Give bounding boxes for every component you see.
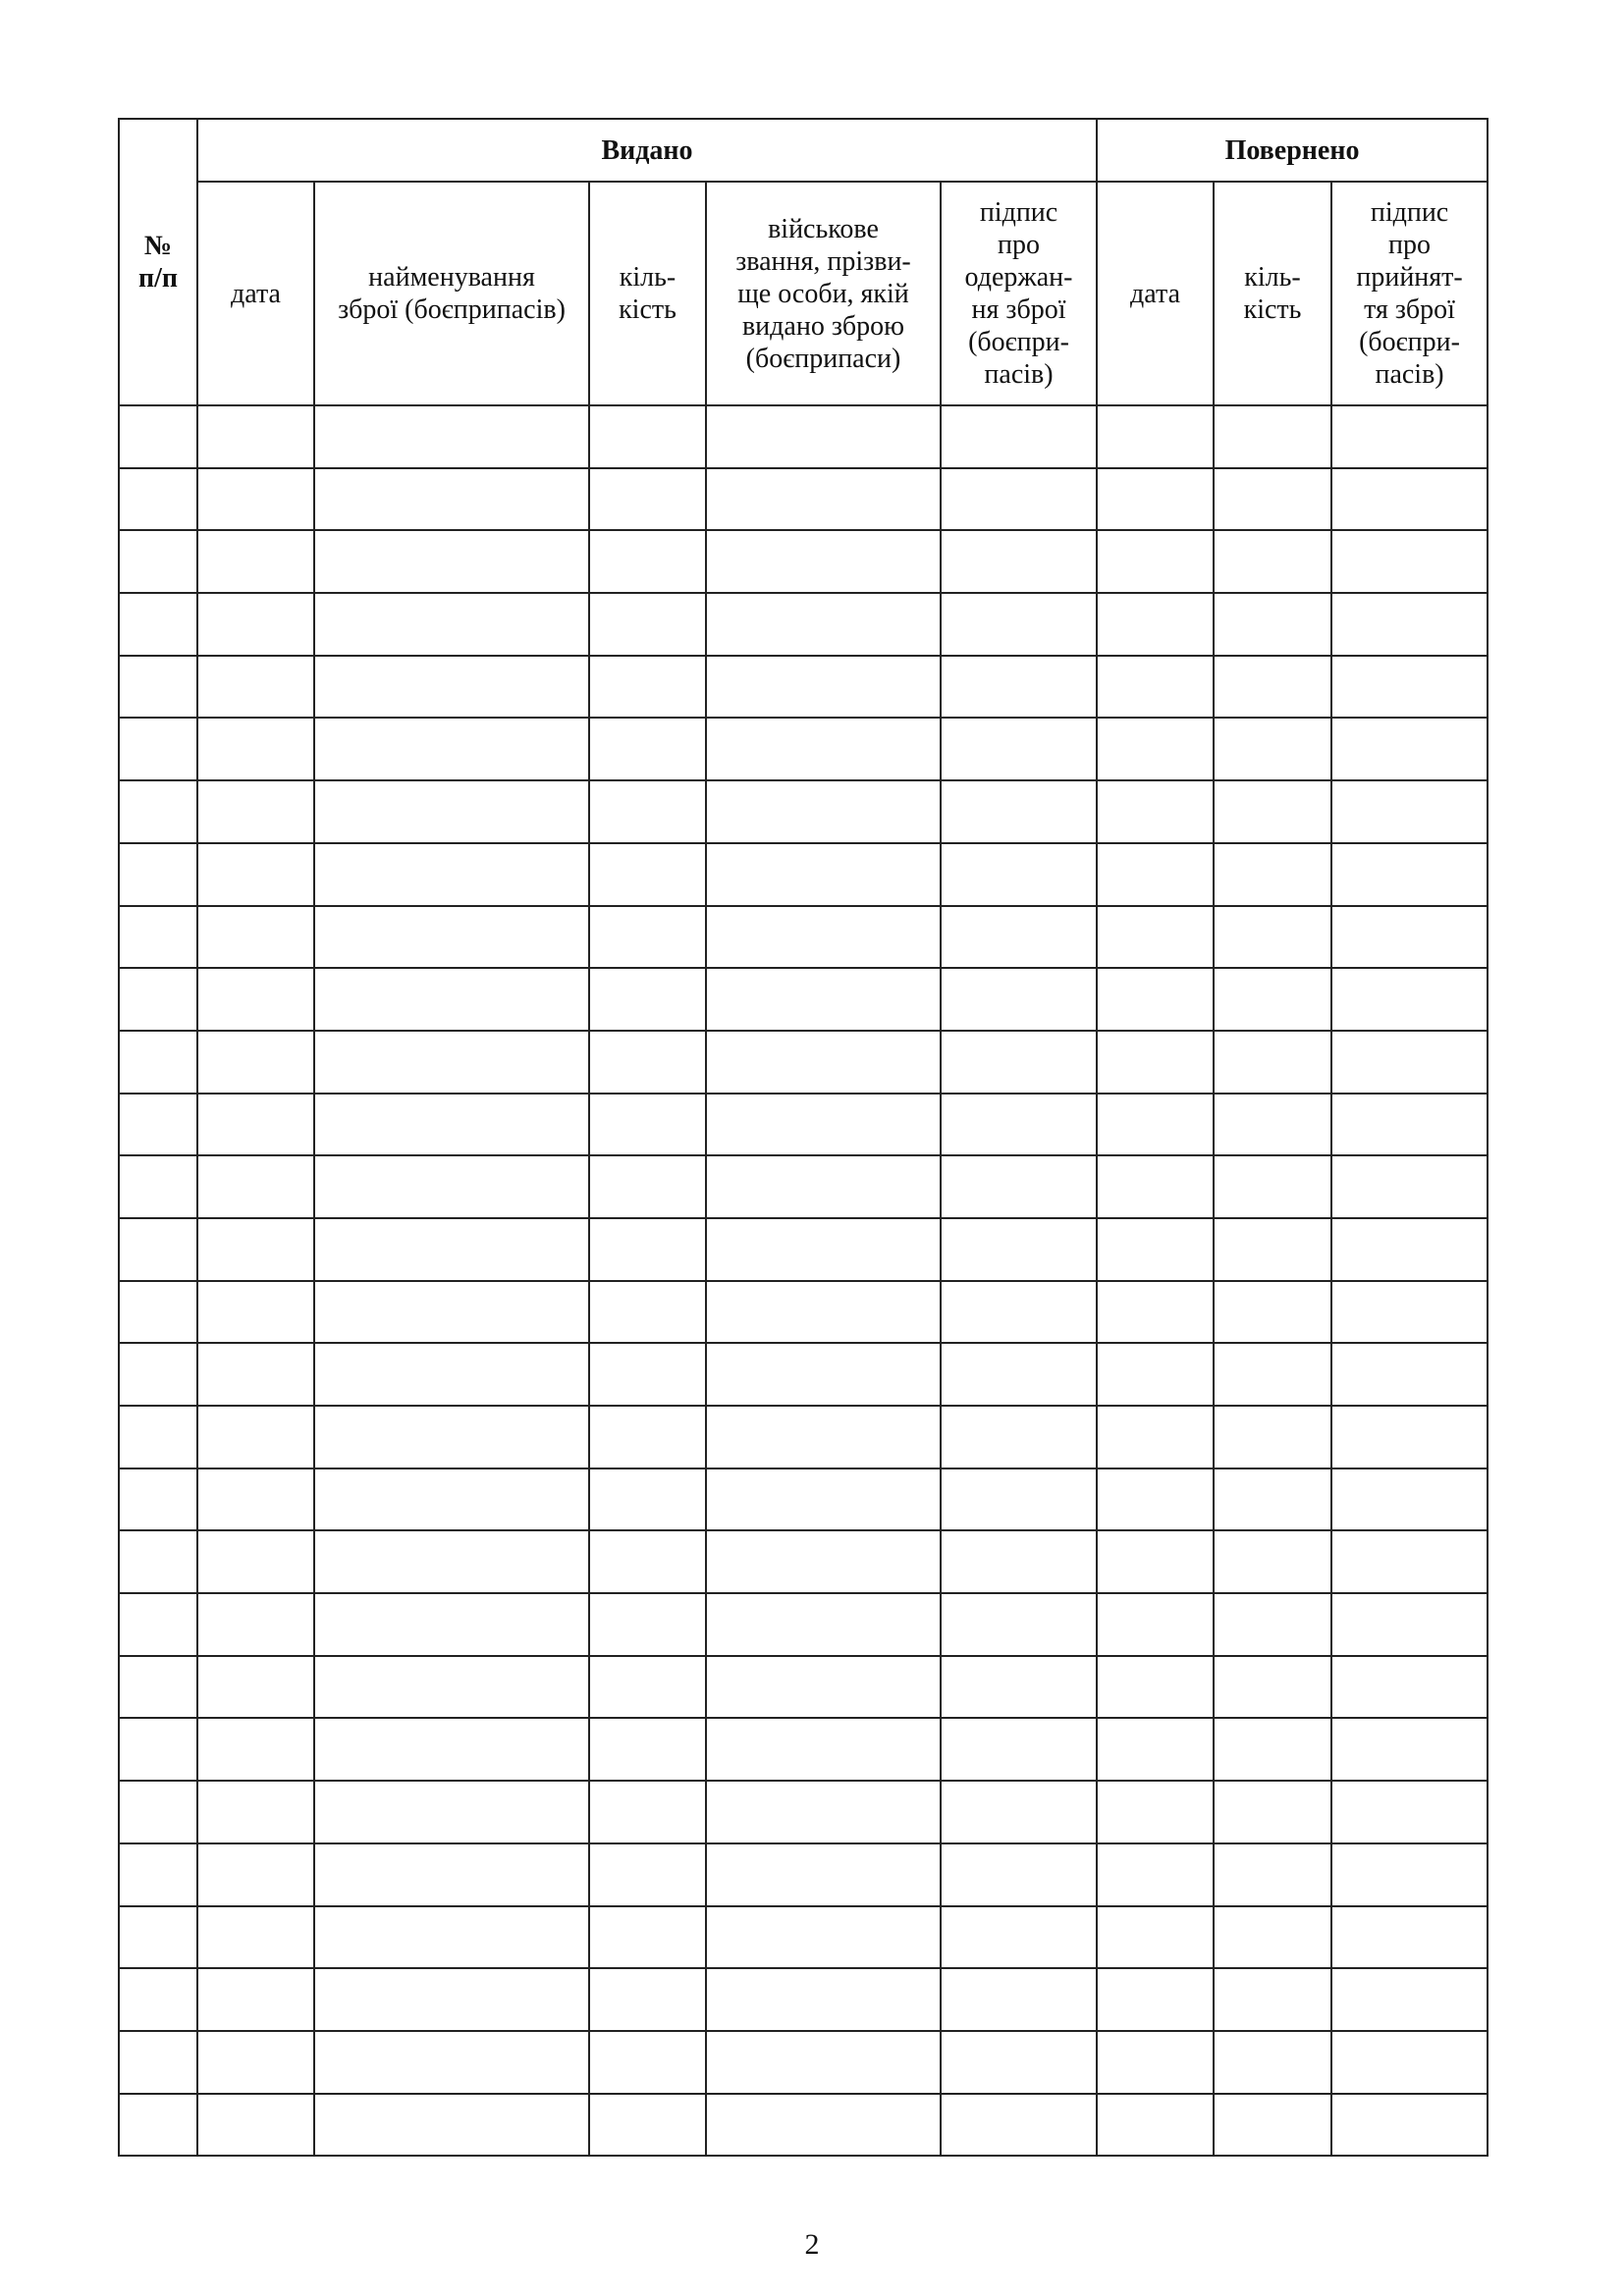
table-cell[interactable] [1214,906,1331,969]
table-cell[interactable] [1097,906,1214,969]
table-cell[interactable] [1331,468,1488,531]
table-cell[interactable] [119,968,197,1031]
table-cell[interactable] [941,405,1097,468]
table-cell[interactable] [1331,530,1488,593]
table-row [119,1218,1488,1281]
table-cell[interactable] [941,906,1097,969]
table-cell[interactable] [1331,1906,1488,1969]
table-cell[interactable] [706,468,941,531]
table-cell[interactable] [589,843,706,906]
table-row [119,593,1488,656]
issued-date-header: дата [197,182,314,405]
table-cell[interactable] [1214,780,1331,843]
table-cell[interactable] [1214,1906,1331,1969]
table-cell[interactable] [1097,530,1214,593]
table-cell[interactable] [1214,2094,1331,2157]
table-cell[interactable] [119,1155,197,1218]
table-row [119,843,1488,906]
table-cell[interactable] [706,1281,941,1344]
table-cell[interactable] [1331,1718,1488,1781]
table-cell[interactable] [1097,2094,1214,2157]
table-cell[interactable] [1097,1781,1214,1843]
table-cell[interactable] [314,1781,589,1843]
table-cell[interactable] [1097,405,1214,468]
table-row [119,1718,1488,1781]
table-cell[interactable] [706,1781,941,1843]
table-cell[interactable] [589,1656,706,1719]
table-cell[interactable] [706,1906,941,1969]
acceptance-signature-header: підпис про прийнят- тя зброї (боєпри- пасів) [1331,182,1488,405]
table-cell[interactable] [119,1906,197,1969]
table-cell[interactable] [314,1593,589,1656]
table-cell[interactable] [1097,1656,1214,1719]
table-cell[interactable] [119,405,197,468]
table-cell[interactable] [589,1281,706,1344]
table-cell[interactable] [119,1656,197,1719]
table-cell[interactable] [314,1656,589,1719]
table-cell[interactable] [314,1843,589,1906]
table-cell[interactable] [706,1968,941,2031]
table-cell[interactable] [197,1843,314,1906]
table-cell[interactable] [1331,780,1488,843]
table-cell[interactable] [1331,2031,1488,2094]
table-cell[interactable] [119,1094,197,1156]
table-cell[interactable] [941,1906,1097,1969]
table-cell[interactable] [589,718,706,780]
table-cell[interactable] [119,593,197,656]
table-cell[interactable] [314,906,589,969]
table-row [119,1781,1488,1843]
table-cell[interactable] [197,1218,314,1281]
table-cell[interactable] [119,1843,197,1906]
table-cell[interactable] [706,968,941,1031]
table-cell[interactable] [589,468,706,531]
table-cell[interactable] [589,780,706,843]
table-cell[interactable] [314,718,589,780]
table-cell[interactable] [119,1718,197,1781]
table-cell[interactable] [197,1593,314,1656]
table-cell[interactable] [1097,1968,1214,2031]
table-row [119,968,1488,1031]
table-cell[interactable] [197,1343,314,1406]
table-cell[interactable] [1331,1155,1488,1218]
table-cell[interactable] [314,843,589,906]
table-cell[interactable] [1214,593,1331,656]
table-row [119,906,1488,969]
page-number: 2 [804,2228,820,2261]
table-cell[interactable] [197,780,314,843]
table-cell[interactable] [197,2031,314,2094]
table-cell[interactable] [941,1843,1097,1906]
table-cell[interactable] [197,968,314,1031]
table-cell[interactable] [119,1781,197,1843]
table-cell[interactable] [706,2031,941,2094]
table-cell[interactable] [1214,1843,1331,1906]
table-cell[interactable] [706,2094,941,2157]
table-cell[interactable] [1097,968,1214,1031]
table-cell[interactable] [706,593,941,656]
table-cell[interactable] [941,1593,1097,1656]
receipt-signature-header: підпис про одержан- ня зброї (боєпри- пасів) [941,182,1097,405]
table-cell[interactable] [1097,1593,1214,1656]
table-cell[interactable] [1331,405,1488,468]
table-cell[interactable] [589,1530,706,1593]
table-cell[interactable] [1097,2031,1214,2094]
table-cell[interactable] [589,530,706,593]
table-cell[interactable] [1331,1218,1488,1281]
table-cell[interactable] [197,1468,314,1531]
table-cell[interactable] [706,405,941,468]
table-cell[interactable] [941,2031,1097,2094]
table-row [119,2031,1488,2094]
table-cell[interactable] [314,780,589,843]
table-cell[interactable] [1331,1593,1488,1656]
table-row [119,2094,1488,2157]
table-cell[interactable] [1214,1031,1331,1094]
table-cell[interactable] [589,968,706,1031]
table-cell[interactable] [314,1031,589,1094]
table-cell[interactable] [1097,1530,1214,1593]
table-row [119,1094,1488,1156]
table-cell[interactable] [197,1031,314,1094]
table-cell[interactable] [1097,1281,1214,1344]
table-cell[interactable] [706,843,941,906]
table-cell[interactable] [314,1281,589,1344]
table-cell[interactable] [1214,1968,1331,2031]
table-row [119,1906,1488,1969]
table-cell[interactable] [941,843,1097,906]
table-cell[interactable] [119,843,197,906]
table-cell[interactable] [1214,1155,1331,1218]
table-cell[interactable] [119,1530,197,1593]
table-cell[interactable] [1097,593,1214,656]
table-cell[interactable] [706,656,941,719]
table-row [119,718,1488,780]
table-cell[interactable] [941,1468,1097,1531]
table-row [119,1343,1488,1406]
table-cell[interactable] [314,1718,589,1781]
table-cell[interactable] [589,1968,706,2031]
table-cell[interactable] [314,656,589,719]
table-cell[interactable] [1097,656,1214,719]
table-cell[interactable] [1097,1406,1214,1468]
table-cell[interactable] [314,1530,589,1593]
issued-quantity-header: кіль- кість [589,182,706,405]
table-cell[interactable] [314,593,589,656]
table-cell[interactable] [119,1218,197,1281]
table-cell[interactable] [589,2031,706,2094]
table-cell[interactable] [119,656,197,719]
table-cell[interactable] [197,593,314,656]
weapons-issue-ledger-table [118,118,1489,2157]
table-cell[interactable] [706,1593,941,1656]
table-cell[interactable] [197,1718,314,1781]
table-cell[interactable] [941,968,1097,1031]
weapon-name-header: найменування зброї (боєприпасів) [314,182,589,405]
table-cell[interactable] [1214,843,1331,906]
table-cell[interactable] [941,1968,1097,2031]
table-row [119,1031,1488,1094]
table-cell[interactable] [1331,656,1488,719]
table-cell[interactable] [706,780,941,843]
table-cell[interactable] [197,1656,314,1719]
table-cell[interactable] [941,1281,1097,1344]
table-cell[interactable] [119,1593,197,1656]
table-cell[interactable] [1331,2094,1488,2157]
table-cell[interactable] [589,1406,706,1468]
table-cell[interactable] [1097,718,1214,780]
table-cell[interactable] [314,1218,589,1281]
table-cell[interactable] [119,1031,197,1094]
table-cell[interactable] [589,1718,706,1781]
table-cell[interactable] [1331,1843,1488,1906]
table-cell[interactable] [589,1906,706,1969]
table-cell[interactable] [1097,780,1214,843]
table-cell[interactable] [706,1406,941,1468]
table-cell[interactable] [706,1656,941,1719]
table-cell[interactable] [1214,1406,1331,1468]
table-cell[interactable] [589,1218,706,1281]
ledger-body [119,405,1488,2156]
table-cell[interactable] [1214,1593,1331,1656]
table-cell[interactable] [706,1218,941,1281]
table-cell[interactable] [589,1593,706,1656]
table-cell[interactable] [197,1968,314,2031]
recipient-header: військове звання, прізви- ще особи, якій видано зброю (боєприпаси) [706,182,941,405]
table-cell[interactable] [941,1406,1097,1468]
table-row [119,530,1488,593]
table-cell[interactable] [314,968,589,1031]
table-cell[interactable] [941,593,1097,656]
table-cell[interactable] [589,1843,706,1906]
table-cell[interactable] [1214,2031,1331,2094]
table-cell[interactable] [589,1468,706,1531]
table-row [119,1968,1488,2031]
table-cell[interactable] [941,656,1097,719]
table-cell[interactable] [197,1406,314,1468]
table-cell[interactable] [941,1094,1097,1156]
table-cell[interactable] [1214,1094,1331,1156]
table-cell[interactable] [119,906,197,969]
table-cell[interactable] [589,593,706,656]
table-row [119,1530,1488,1593]
table-cell[interactable] [706,1468,941,1531]
table-cell[interactable] [197,843,314,906]
table-row [119,1843,1488,1906]
table-cell[interactable] [706,1843,941,1906]
table-cell[interactable] [314,2094,589,2157]
table-cell[interactable] [119,530,197,593]
table-cell[interactable] [706,718,941,780]
table-cell[interactable] [197,1155,314,1218]
table-row [119,1155,1488,1218]
table-cell[interactable] [706,906,941,969]
table-cell[interactable] [1331,1656,1488,1719]
table-row [119,1281,1488,1344]
table-cell[interactable] [589,1781,706,1843]
table-cell[interactable] [589,906,706,969]
table-cell[interactable] [706,1155,941,1218]
table-cell[interactable] [197,1530,314,1593]
table-cell[interactable] [1097,1718,1214,1781]
table-cell[interactable] [1331,843,1488,906]
table-cell[interactable] [941,1343,1097,1406]
table-cell[interactable] [197,718,314,780]
table-cell[interactable] [314,1094,589,1156]
table-cell[interactable] [314,1406,589,1468]
table-cell[interactable] [1331,1031,1488,1094]
table-cell[interactable] [1331,1094,1488,1156]
table-cell[interactable] [119,718,197,780]
table-cell[interactable] [314,1343,589,1406]
table-cell[interactable] [941,1718,1097,1781]
table-cell[interactable] [314,1155,589,1218]
table-cell[interactable] [1331,718,1488,780]
table-row [119,1593,1488,1656]
table-cell[interactable] [589,1094,706,1156]
table-cell[interactable] [119,1406,197,1468]
table-cell[interactable] [197,906,314,969]
table-row [119,1406,1488,1468]
table-cell[interactable] [119,1468,197,1531]
returned-date-header: дата [1097,182,1214,405]
table-cell[interactable] [941,2094,1097,2157]
table-cell[interactable] [1097,1031,1214,1094]
table-cell[interactable] [197,1281,314,1344]
table-cell[interactable] [1214,1468,1331,1531]
table-cell[interactable] [1214,1718,1331,1781]
table-cell[interactable] [1214,656,1331,719]
table-cell[interactable] [1214,968,1331,1031]
table-cell[interactable] [941,530,1097,593]
table-cell[interactable] [1331,1343,1488,1406]
table-cell[interactable] [1097,1155,1214,1218]
table-cell[interactable] [119,780,197,843]
table-cell[interactable] [1331,1781,1488,1843]
table-cell[interactable] [1097,1468,1214,1531]
table-cell[interactable] [589,1031,706,1094]
table-cell[interactable] [1214,718,1331,780]
table-cell[interactable] [589,405,706,468]
table-row [119,1468,1488,1531]
table-cell[interactable] [941,1031,1097,1094]
table-cell[interactable] [941,1781,1097,1843]
table-cell[interactable] [589,1155,706,1218]
table-row [119,468,1488,531]
table-cell[interactable] [1331,1281,1488,1344]
table-cell[interactable] [1097,843,1214,906]
table-cell[interactable] [1097,1343,1214,1406]
table-cell[interactable] [941,1530,1097,1593]
table-cell[interactable] [706,1530,941,1593]
table-cell[interactable] [941,468,1097,531]
table-cell[interactable] [119,1281,197,1344]
table-cell[interactable] [706,1718,941,1781]
table-cell[interactable] [1214,1218,1331,1281]
table-cell[interactable] [197,405,314,468]
table-cell[interactable] [589,656,706,719]
table-row [119,1656,1488,1719]
table-cell[interactable] [1097,1906,1214,1969]
issued-group-header: Видано [197,119,1097,182]
table-row [119,780,1488,843]
table-cell[interactable] [197,1906,314,1969]
table-cell[interactable] [314,1968,589,2031]
table-cell[interactable] [197,656,314,719]
table-cell[interactable] [1214,1781,1331,1843]
table-cell[interactable] [197,2094,314,2157]
table-cell[interactable] [1097,1218,1214,1281]
table-cell[interactable] [197,530,314,593]
table-cell[interactable] [706,1094,941,1156]
table-cell[interactable] [1214,1281,1331,1344]
table-cell[interactable] [1331,1968,1488,2031]
returned-group-header: Повернено [1097,119,1488,182]
table-cell[interactable] [1097,468,1214,531]
table-cell[interactable] [197,468,314,531]
table-cell[interactable] [119,1343,197,1406]
table-cell[interactable] [1331,1530,1488,1593]
table-cell[interactable] [119,468,197,531]
table-cell[interactable] [1331,906,1488,969]
table-cell[interactable] [314,1906,589,1969]
table-cell[interactable] [197,1781,314,1843]
table-cell[interactable] [941,780,1097,843]
table-cell[interactable] [314,530,589,593]
table-cell[interactable] [1214,468,1331,531]
table-row [119,656,1488,719]
table-cell[interactable] [314,405,589,468]
table-cell[interactable] [1331,593,1488,656]
table-cell[interactable] [1214,530,1331,593]
table-cell[interactable] [941,718,1097,780]
table-cell[interactable] [706,1343,941,1406]
table-cell[interactable] [589,2094,706,2157]
table-cell[interactable] [197,1094,314,1156]
table-cell[interactable] [119,2031,197,2094]
table-cell[interactable] [941,1218,1097,1281]
table-cell[interactable] [941,1155,1097,1218]
table-cell[interactable] [314,468,589,531]
table-cell[interactable] [314,1468,589,1531]
table-cell[interactable] [589,1343,706,1406]
table-cell[interactable] [1214,1656,1331,1719]
table-cell[interactable] [119,2094,197,2157]
table-cell[interactable] [706,530,941,593]
table-cell[interactable] [1097,1094,1214,1156]
table-cell[interactable] [1214,405,1331,468]
table-cell[interactable] [314,2031,589,2094]
table-cell[interactable] [1331,1468,1488,1531]
table-cell[interactable] [1214,1530,1331,1593]
table-cell[interactable] [1214,1343,1331,1406]
table-cell[interactable] [1097,1843,1214,1906]
table-cell[interactable] [1331,968,1488,1031]
row-number-header: № п/п [119,119,197,405]
table-cell[interactable] [706,1031,941,1094]
table-cell[interactable] [119,1968,197,2031]
table-cell[interactable] [1331,1406,1488,1468]
table-row [119,405,1488,468]
returned-quantity-header: кіль- кість [1214,182,1331,405]
table-cell[interactable] [941,1656,1097,1719]
